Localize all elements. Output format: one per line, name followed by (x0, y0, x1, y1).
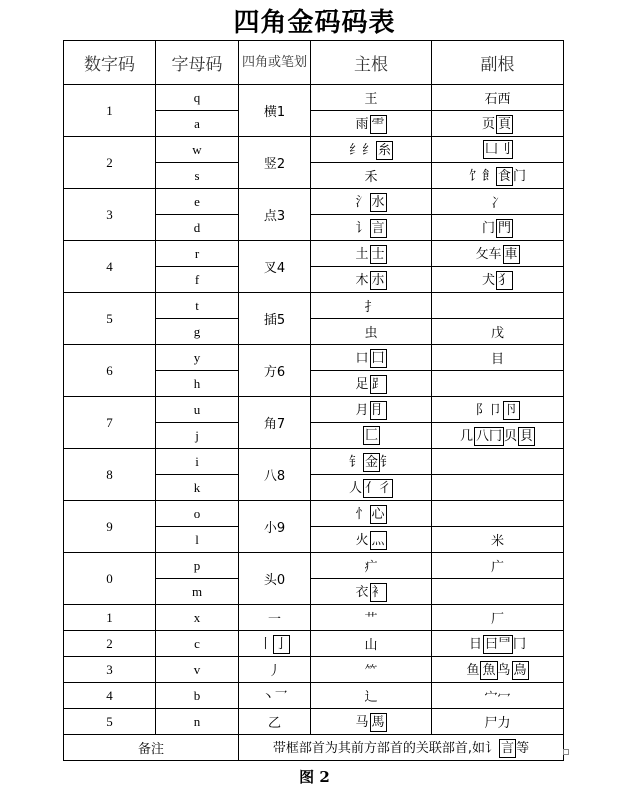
table-row (64, 553, 564, 579)
aux-root-cell (432, 241, 564, 267)
stroke-text: 一 (267, 612, 281, 627)
main-root-box: 亻彳 (365, 481, 392, 496)
aux-root-text: 几 (459, 429, 473, 444)
aux-root-cell (432, 319, 564, 345)
table-row (64, 293, 564, 319)
main-root-text: 马 (355, 715, 369, 730)
aux-root-box: 頁 (498, 117, 512, 132)
table-row (64, 189, 564, 215)
stroke-cell (239, 657, 311, 683)
letter-cell: q (156, 85, 239, 111)
main-root-text: 辶 (364, 690, 378, 705)
aux-root-box: 八冂 (475, 429, 502, 444)
stroke-cell (239, 85, 311, 137)
page-title: 四角金码码表 (233, 8, 396, 38)
digit-cell: 3 (64, 657, 156, 683)
table-row (64, 397, 564, 423)
main-root-cell (311, 709, 432, 735)
main-root-cell (311, 85, 432, 111)
aux-root-box: 卪 (504, 403, 518, 418)
digit-cell: 1 (64, 605, 156, 631)
aux-root-text: 石西 (484, 92, 511, 107)
letter-cell: l (156, 527, 239, 553)
aux-root-cell (432, 631, 564, 657)
main-root-cell (311, 683, 432, 709)
main-root-text: 王 (364, 92, 378, 107)
main-root-cell (311, 215, 432, 241)
main-root-text: 讠 (355, 221, 369, 236)
digit-cell: 5 (64, 293, 156, 345)
stroke-cell (239, 501, 311, 553)
main-root-text: 火 (355, 533, 369, 548)
main-root-cell (311, 631, 432, 657)
table-row (64, 683, 564, 709)
main-root-text: 钅 (348, 455, 362, 470)
aux-root-cell (432, 449, 564, 475)
table-row (64, 631, 564, 657)
main-root-text: 氵 (355, 195, 369, 210)
stroke-text: 竖2 (263, 157, 286, 172)
main-root-box: 馬 (371, 715, 385, 730)
stroke-text: 插5 (263, 313, 286, 328)
aux-root-text: 门 (481, 221, 495, 236)
table-row (64, 137, 564, 163)
stroke-text: 小9 (263, 521, 286, 536)
stroke-cell (239, 709, 311, 735)
aux-root-cell (432, 501, 564, 527)
main-root-box: ⻊ (371, 377, 385, 392)
main-root-box: 衤 (371, 585, 385, 600)
main-root-cell (311, 319, 432, 345)
main-root-box: 言 (371, 221, 385, 236)
header-letter: 字母码 (156, 41, 239, 85)
aux-root-cell (432, 423, 564, 449)
main-root-cell (311, 241, 432, 267)
main-root-box: 匚 (364, 428, 378, 443)
aux-root-cell (432, 189, 564, 215)
main-root-tail: 钅 (380, 455, 394, 470)
aux-root-cell (432, 527, 564, 553)
table-row (64, 241, 564, 267)
letter-cell: u (156, 397, 239, 423)
aux-root-tail: 鸟 (497, 663, 511, 678)
aux-root-cell (432, 475, 564, 501)
letter-cell: v (156, 657, 239, 683)
stroke-text: 丶乛 (261, 690, 288, 705)
stroke-cell (239, 631, 311, 657)
aux-root-text: 广 (490, 560, 504, 575)
digit-cell: 0 (64, 553, 156, 605)
main-root-box: 金 (364, 455, 378, 470)
stroke-cell (239, 293, 311, 345)
stroke-cell (239, 137, 311, 189)
main-root-box: 糸 (378, 143, 392, 158)
stroke-cell (239, 605, 311, 631)
aux-root-cell (432, 553, 564, 579)
aux-root-text: 宀冖 (484, 690, 511, 705)
aux-root-box: 曰⺜ (484, 637, 511, 652)
header-digit: 数字码 (64, 41, 156, 85)
main-root-text: 衣 (355, 585, 369, 600)
table-row (64, 657, 564, 683)
note-text (239, 735, 564, 761)
aux-root-box: 貝 (520, 429, 534, 444)
header-main-root: 主根 (311, 41, 432, 85)
main-root-box: 士 (371, 247, 385, 262)
stroke-text: 方6 (263, 365, 286, 380)
main-root-cell (311, 605, 432, 631)
header-row (64, 41, 564, 85)
main-root-box: 灬 (371, 533, 385, 548)
letter-cell: w (156, 137, 239, 163)
aux-root-cell (432, 371, 564, 397)
stroke-cell (239, 345, 311, 397)
table-row (64, 85, 564, 111)
letter-cell: x (156, 605, 239, 631)
note-text-tail: 等 (516, 741, 530, 756)
main-root-cell (311, 111, 432, 137)
aux-root-cell (432, 267, 564, 293)
letter-cell: m (156, 579, 239, 605)
digit-cell: 8 (64, 449, 156, 501)
aux-root-text: 阝卩 (475, 403, 502, 418)
stroke-text: 点3 (263, 209, 286, 224)
stroke-cell (239, 683, 311, 709)
letter-cell: h (156, 371, 239, 397)
stroke-text: 丿 (267, 664, 281, 679)
code-table (63, 40, 564, 761)
main-root-cell (311, 267, 432, 293)
main-root-text: 土 (355, 247, 369, 262)
aux-root-text: 页 (481, 117, 495, 132)
aux-root-text: 冫 (490, 196, 504, 211)
digit-cell: 2 (64, 631, 156, 657)
table-resize-handle[interactable] (563, 749, 569, 755)
main-root-text: 虫 (364, 326, 378, 341)
main-root-text: 山 (364, 638, 378, 653)
aux-root-cell (432, 293, 564, 319)
letter-cell: b (156, 683, 239, 709)
aux-root-tail: 贝 (504, 429, 518, 444)
aux-root-text: 鱼 (466, 663, 480, 678)
main-root-cell (311, 449, 432, 475)
letter-cell: f (156, 267, 239, 293)
aux-root-text: 戊 (490, 326, 504, 341)
letter-cell: i (156, 449, 239, 475)
letter-cell: y (156, 345, 239, 371)
letter-cell: e (156, 189, 239, 215)
main-root-box: 朩 (371, 273, 385, 288)
table-row (64, 709, 564, 735)
table-row (64, 345, 564, 371)
aux-root-cell (432, 85, 564, 111)
main-root-cell (311, 423, 432, 449)
aux-root-text: 米 (490, 534, 504, 549)
aux-root-cell (432, 709, 564, 735)
letter-cell: p (156, 553, 239, 579)
aux-root-text: 尸力 (484, 716, 511, 731)
main-root-box: 心 (371, 507, 385, 522)
letter-cell: t (156, 293, 239, 319)
aux-root-cell (432, 397, 564, 423)
main-root-box: 水 (371, 195, 385, 210)
aux-root-box: 門 (498, 221, 512, 236)
aux-root-cell (432, 163, 564, 189)
stroke-cell (239, 241, 311, 293)
main-root-box: 囗 (371, 351, 385, 366)
aux-root-cell (432, 215, 564, 241)
letter-cell: s (156, 163, 239, 189)
stroke-text: 头0 (263, 573, 286, 588)
aux-root-box: 鳥 (513, 663, 527, 678)
aux-root-text: 攵车 (475, 247, 502, 262)
header-stroke: 四角或笔划 (239, 41, 311, 85)
main-root-text: 口 (355, 351, 369, 366)
table-row (64, 605, 564, 631)
letter-cell: n (156, 709, 239, 735)
stroke-cell (239, 553, 311, 605)
main-root-cell (311, 475, 432, 501)
aux-root-cell (432, 605, 564, 631)
aux-root-tail: 冂 (513, 637, 527, 652)
main-root-cell (311, 163, 432, 189)
stroke-cell (239, 397, 311, 449)
aux-root-tail: 门 (513, 169, 527, 184)
letter-cell: k (156, 475, 239, 501)
main-root-box: ⻗ (371, 117, 385, 132)
stroke-cell (239, 189, 311, 241)
aux-root-box: 凵刂 (484, 142, 511, 157)
digit-cell: 3 (64, 189, 156, 241)
main-root-text: 月 (355, 403, 369, 418)
note-text-main: 带框部首为其前方部首的关联部首,如讠 (272, 741, 499, 756)
main-root-cell (311, 553, 432, 579)
digit-cell: 9 (64, 501, 156, 553)
aux-root-text: 犬 (481, 273, 495, 288)
note-row (64, 735, 564, 761)
digit-cell: 1 (64, 85, 156, 137)
aux-root-box: 食 (497, 169, 511, 184)
letter-cell: r (156, 241, 239, 267)
stroke-text: 乙 (267, 716, 281, 731)
aux-root-box: 犭 (498, 273, 512, 288)
main-root-text: ⺮ (364, 664, 378, 679)
aux-root-box: 車 (504, 247, 518, 262)
stroke-text: 角7 (263, 417, 286, 432)
aux-root-cell (432, 683, 564, 709)
aux-root-text: 饣飠 (468, 169, 495, 184)
aux-root-cell (432, 579, 564, 605)
main-root-text: 木 (355, 273, 369, 288)
digit-cell: 2 (64, 137, 156, 189)
stroke-text: 横1 (263, 105, 286, 120)
stroke-text: 丨 (258, 637, 272, 652)
letter-cell: c (156, 631, 239, 657)
main-root-cell (311, 397, 432, 423)
aux-root-text: 日 (468, 637, 482, 652)
main-root-cell (311, 345, 432, 371)
digit-cell: 4 (64, 241, 156, 293)
letter-cell: a (156, 111, 239, 137)
aux-root-text: 厂 (490, 612, 504, 627)
aux-root-cell (432, 345, 564, 371)
letter-cell: o (156, 501, 239, 527)
main-root-text: 疒 (364, 560, 378, 575)
figure-caption: 图 2 (299, 768, 330, 786)
table-row (64, 501, 564, 527)
aux-root-cell (432, 137, 564, 163)
digit-cell: 5 (64, 709, 156, 735)
letter-cell: d (156, 215, 239, 241)
main-root-text: 艹 (364, 612, 378, 627)
note-text-box: 言 (501, 741, 515, 756)
main-root-cell (311, 137, 432, 163)
main-root-text: 雨 (355, 117, 369, 132)
stroke-text: 叉4 (263, 261, 286, 276)
letter-cell: j (156, 423, 239, 449)
main-root-cell (311, 527, 432, 553)
main-root-text: 扌 (364, 300, 378, 315)
stroke-cell (239, 449, 311, 501)
main-root-text: 禾 (364, 170, 378, 185)
main-root-cell (311, 657, 432, 683)
letter-cell: g (156, 319, 239, 345)
stroke-text: 八8 (263, 469, 286, 484)
main-root-cell (311, 579, 432, 605)
main-root-text: 纟纟 (348, 143, 375, 158)
main-root-text: 忄 (355, 507, 369, 522)
main-root-cell (311, 293, 432, 319)
table-row (64, 449, 564, 475)
main-root-cell (311, 501, 432, 527)
digit-cell: 4 (64, 683, 156, 709)
digit-cell: 7 (64, 397, 156, 449)
main-root-box: ⺝ (371, 403, 385, 418)
main-root-text: 足 (355, 377, 369, 392)
aux-root-text: 目 (490, 352, 504, 367)
table-body (64, 85, 564, 735)
aux-root-cell (432, 657, 564, 683)
main-root-text: 人 (348, 481, 362, 496)
digit-cell: 6 (64, 345, 156, 397)
stroke-box: 亅 (275, 637, 289, 652)
aux-root-box: 魚 (482, 663, 496, 678)
main-root-cell (311, 189, 432, 215)
header-aux-root: 副根 (432, 41, 564, 85)
note-label: 备注 (64, 735, 239, 761)
main-root-cell (311, 371, 432, 397)
aux-root-cell (432, 111, 564, 137)
